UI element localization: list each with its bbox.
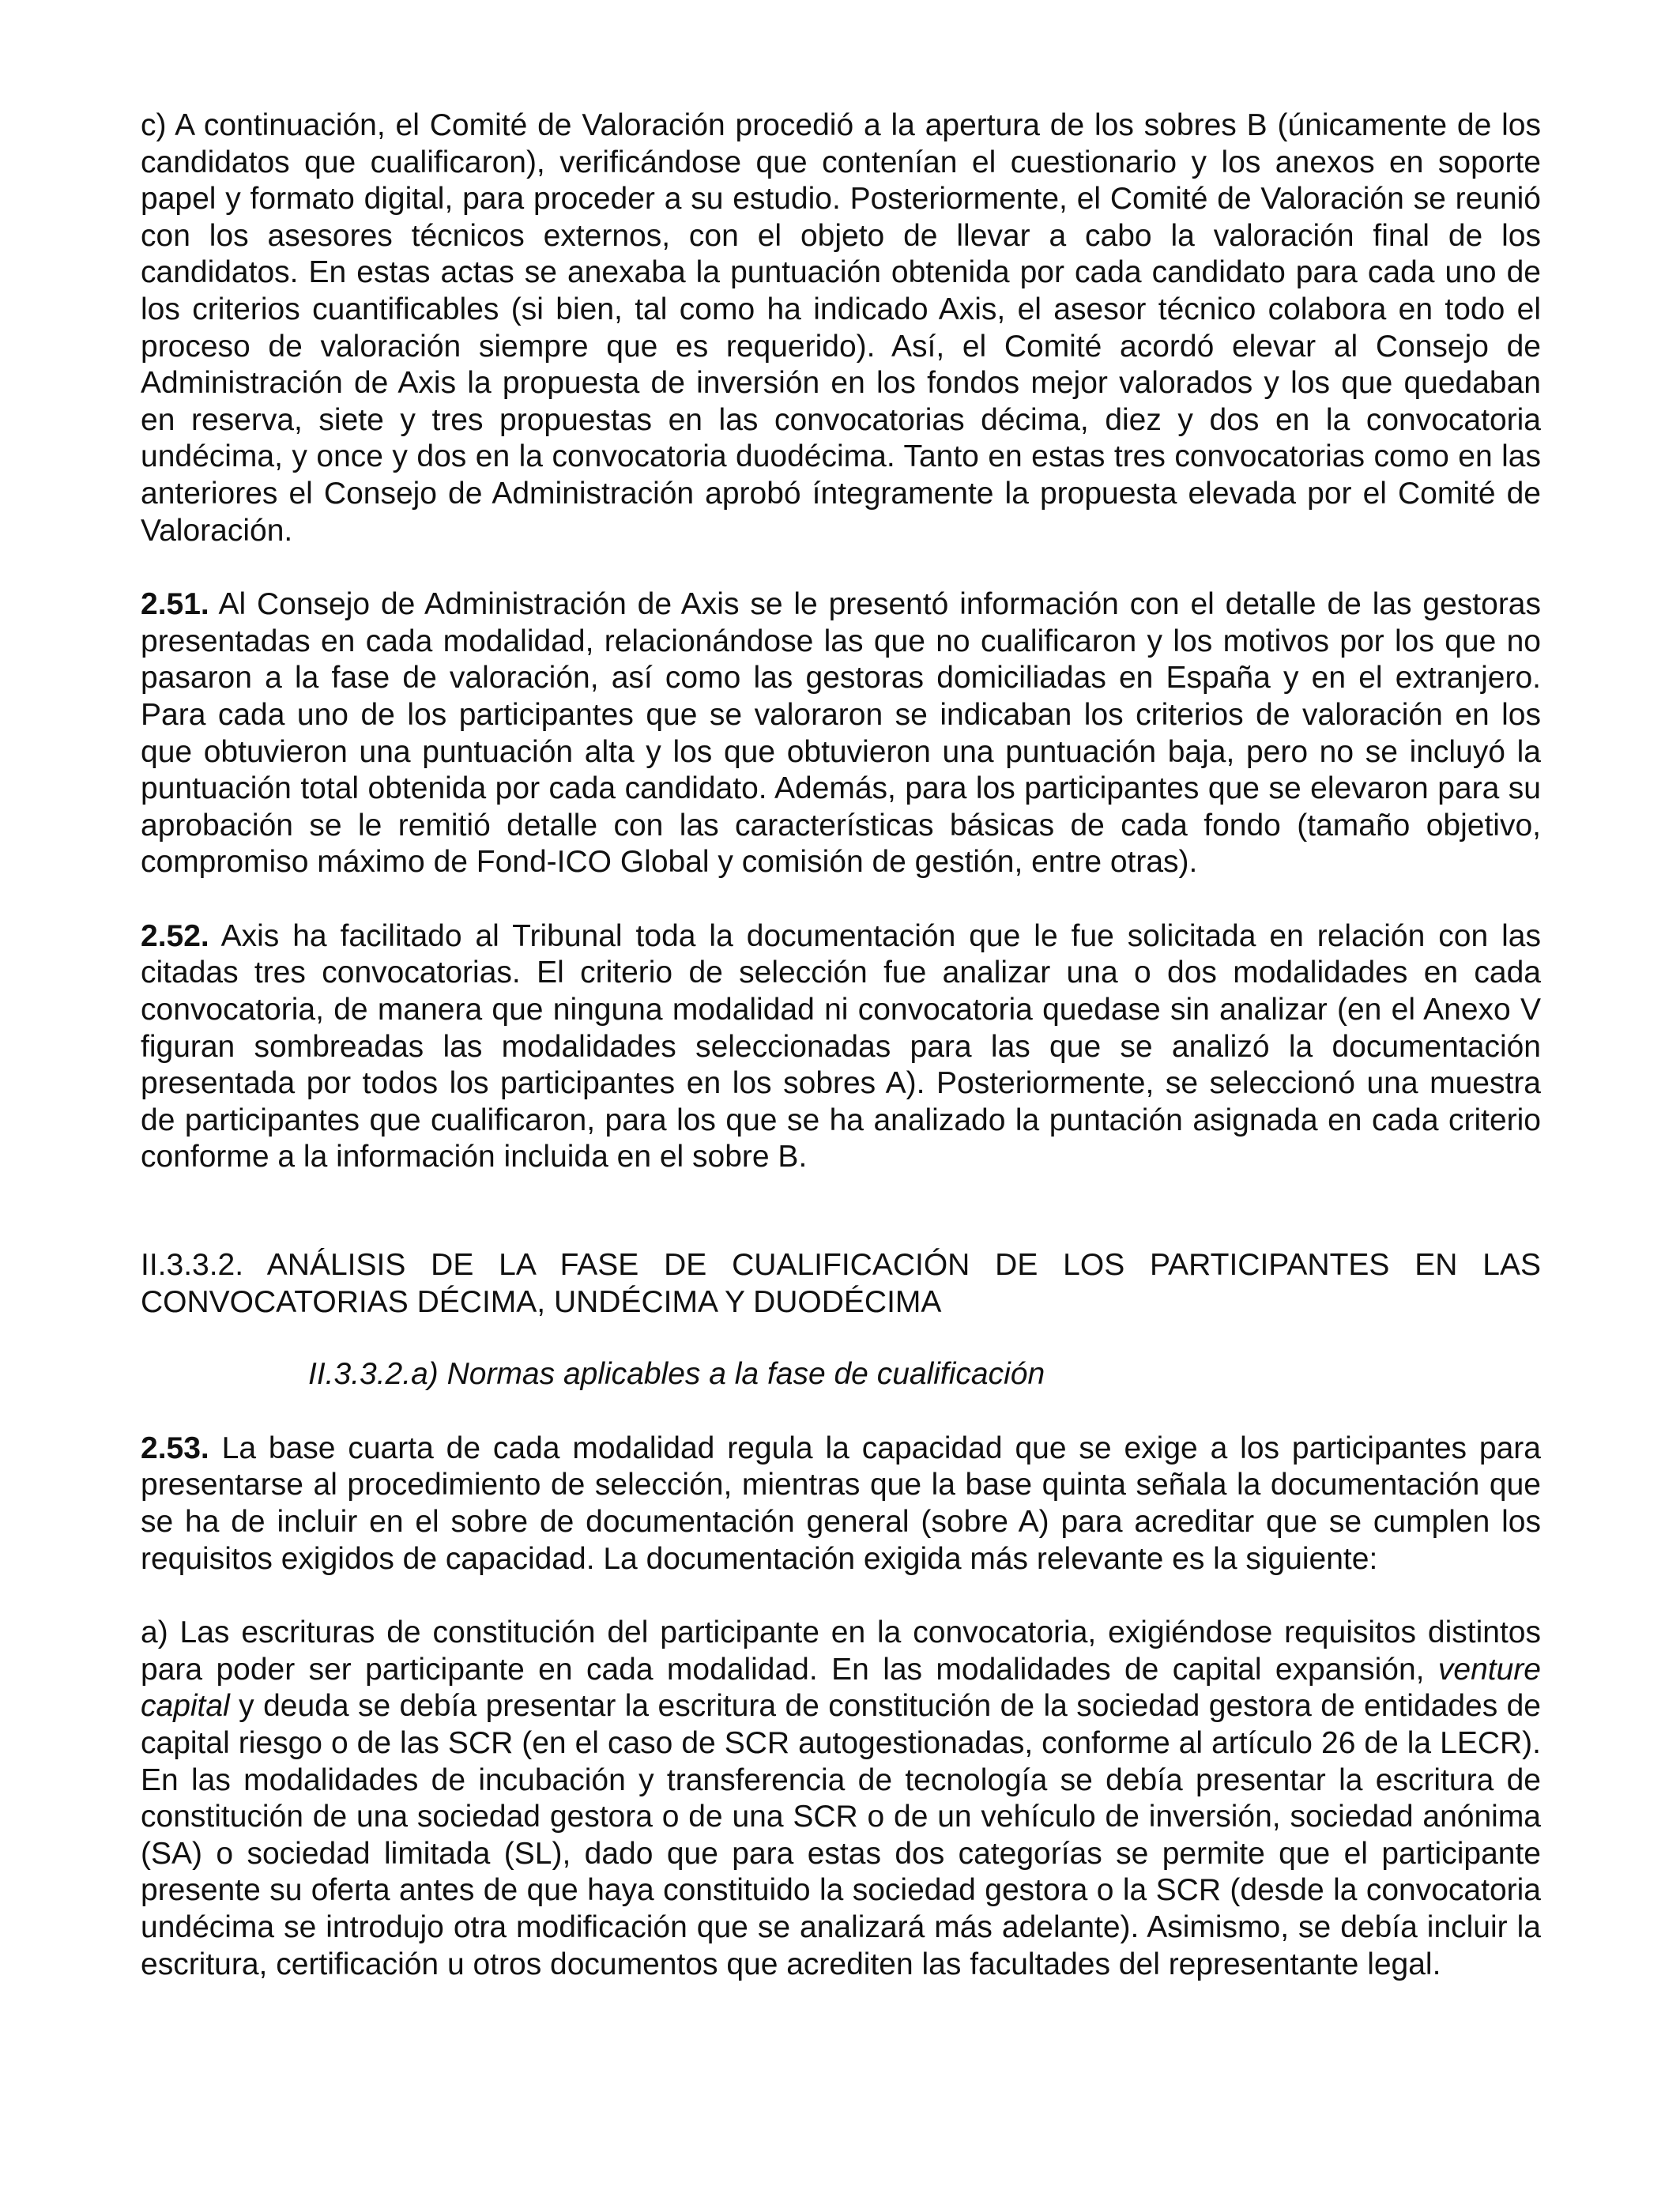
- paragraph-a: [141, 1615, 1541, 1983]
- paragraph-a-text-2: y deuda se debía presentar la escritura de constitución de la sociedad gestora de entidades de capital riesgo o de las SCR (en el caso de SCR autogestionadas, conforme al artículo 26 de la LECR). En las modalidades de incubación y transferencia de tecnología se debía presentar la escritura de constitución de una sociedad gestora o de una SCR o de un vehículo de inversión, sociedad anónima (SA) o sociedad limitada (SL), dado que para estas dos categorías se permite que el participante presente su oferta antes de que haya constituido la sociedad gestora o la SCR (desde la convocatoria undécima se introdujo otra modificación que se analizará más adelante). Asimismo, se debía incluir la escritura, certificación u otros documentos que acrediten las facultades del representante legal.: [141, 1689, 1541, 1981]
- paragraph-c: [141, 107, 1541, 549]
- paragraph-number: 2.51.: [141, 587, 209, 622]
- paragraph-2-52: [141, 918, 1541, 1176]
- paragraph-text: Al Consejo de Administración de Axis se le presentó información con el detalle de las gestoras presentadas en cada modalidad, relacionándose las que no cualificaron y los motivos por los que no pasaron a la fase de valoración, así como las gestoras domiciliadas en España y en el extranjero. Para cada uno de los participantes que se valoraron se indicaban los criterios de valoración en los que obtuvieron una puntuación alta y los que obtuvieron una puntuación baja, pero no se incluyó la puntuación total obtenida por cada candidato. Además, para los participantes que se elevaron para su aprobación se le remitió detalle con las características básicas de cada fondo (tamaño objetivo, compromiso máximo de Fond-ICO Global y comisión de gestión, entre otras).: [141, 587, 1541, 880]
- paragraph-number: 2.52.: [141, 918, 209, 953]
- paragraph-a-italic: venture capital: [141, 1652, 1541, 1724]
- paragraph-a-text-1: a) Las escrituras de constitución del participante en la convocatoria, exigiéndose requisitos distintos para poder ser participante en cada modalidad. En las modalidades de capital expansión,: [141, 1615, 1541, 1687]
- paragraph-number: 2.53.: [141, 1431, 209, 1465]
- section-heading: II.3.3.2. ANÁLISIS DE LA FASE DE CUALIFICACIÓN DE LOS PARTICIPANTES EN LAS CONVOCATORIAS DÉCIMA, UNDÉCIMA Y DUODÉCIMA: [141, 1248, 1541, 1319]
- paragraph-c-text: c) A continuación, el Comité de Valoración procedió a la apertura de los sobres B (únicamente de los candidatos que cualificaron), verificándose que contenían el cuestionario y los anexos en soporte papel y formato digital, para proceder a su estudio. Posteriormente, el Comité de Valoración se reunió con los asesores técnicos externos, con el objeto de llevar a cabo la valoración final de los candidatos. En estas actas se anexaba la puntuación obtenida por cada candidato para cada uno de los criterios cuantificables (si bien, tal como ha indicado Axis, el asesor técnico colabora en todo el proceso de valoración siempre que es requerido). Así, el Comité acordó elevar al Consejo de Administración de Axis la propuesta de inversión en los fondos mejor valorados y los que quedaban en reserva, siete y tres propuestas en las convocatorias décima, diez y dos en la convocatoria undécima, y once y dos en la convocatoria duodécima. Tanto en estas tres convocatorias como en las anteriores el Consejo de Administración aprobó íntegramente la propuesta elevada por el Comité de Valoración.: [141, 108, 1541, 548]
- paragraph-text: La base cuarta de cada modalidad regula la capacidad que se exige a los participantes para presentarse al procedimiento de selección, mientras que la base quinta señala la documentación que se ha de incluir en el sobre de documentación general (sobre A) para acreditar que se cumplen los requisitos exigidos de capacidad. La documentación exigida más relevante es la siguiente:: [141, 1431, 1541, 1576]
- paragraph-text: Axis ha facilitado al Tribunal toda la documentación que le fue solicitada en relación con las citadas tres convocatorias. El criterio de selección fue analizar una o dos modalidades en cada convocatoria, de manera que ninguna modalidad ni convocatoria quedase sin analizar (en el Anexo V figuran sombreadas las modalidades seleccionadas para las que se analizó la documentación presentada por todos los participantes en los sobres A). Posteriormente, se seleccionó una muestra de participantes que cualificaron, para los que se ha analizado la puntación asignada en cada criterio conforme a la información incluida en el sobre B.: [141, 918, 1541, 1174]
- paragraph-2-51: [141, 586, 1541, 881]
- document-page: [141, 107, 1541, 1983]
- subsection-heading: II.3.3.2.a) Normas aplicables a la fase de cualificación: [308, 1357, 1045, 1392]
- paragraph-2-53: [141, 1431, 1541, 1578]
